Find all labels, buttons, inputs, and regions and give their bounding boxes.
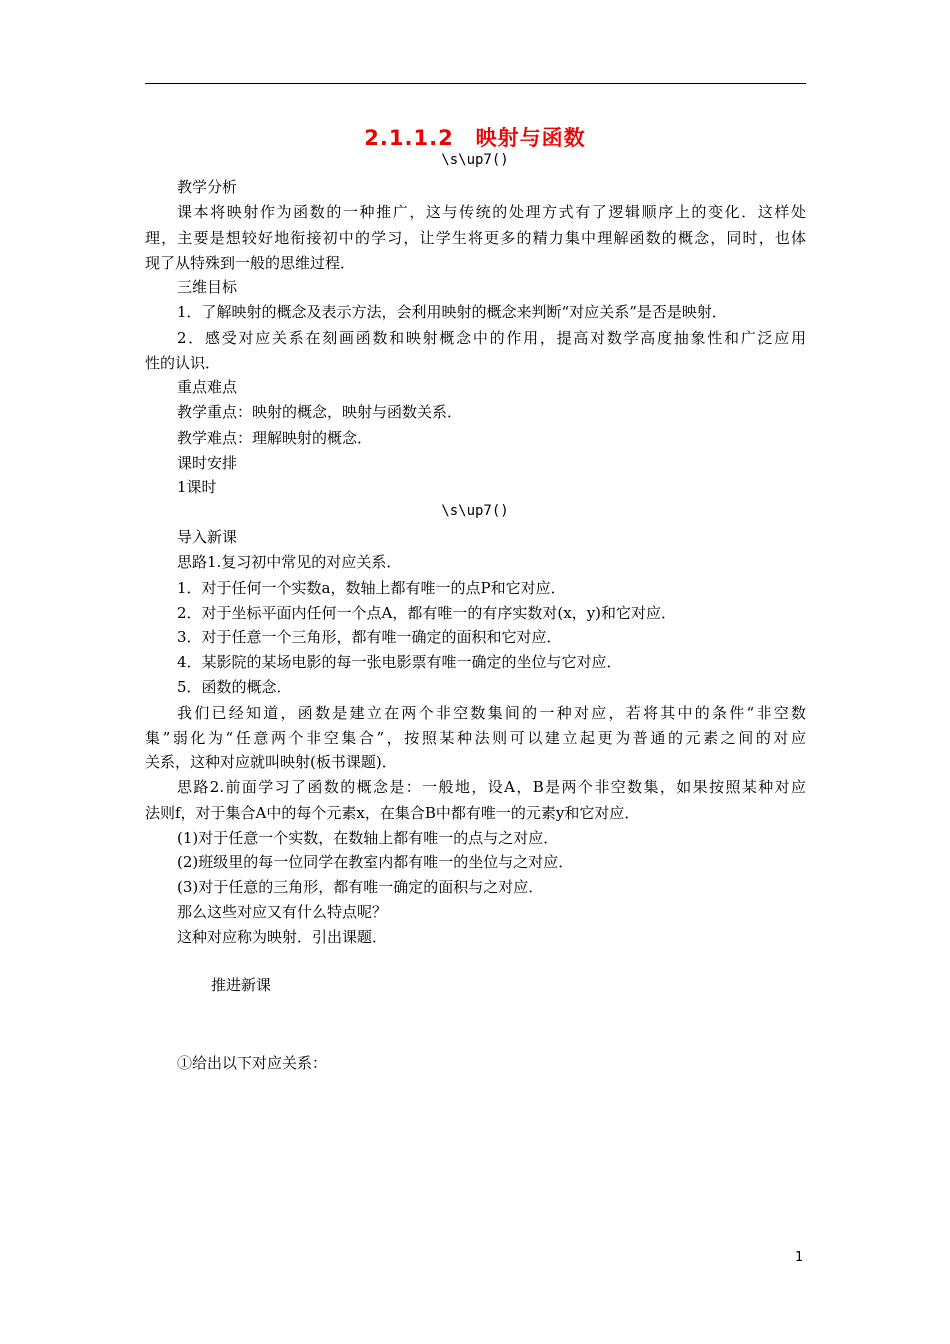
analysis-paragraph-line: 理，主要是想较好地衔接初中的学习，让学生将更多的精力集中理解函数的概念，同时，也体 bbox=[145, 229, 806, 247]
list-item: 4．某影院的某场电影的每一张电影票有唯一确定的坐位与它对应． bbox=[177, 653, 622, 671]
conclusion-line: 这种对应称为映射．引出课题． bbox=[177, 928, 388, 946]
idea-line: 法则f，对于集合A中的每个元素x，在集合B中都有唯一的元素y和它对应． bbox=[145, 804, 640, 822]
code-marker: \s\up7() bbox=[441, 152, 509, 168]
list-item: 1．对于任何一个实数a，数轴上都有唯一的点P和它对应． bbox=[177, 579, 566, 597]
goal-item: 2．感受对应关系在刻画函数和映射概念中的作用，提高对数学高度抽象性和广泛应用 bbox=[177, 329, 806, 347]
paragraph-line: 关系，这种对应就叫映射(板书课题)． bbox=[145, 753, 397, 771]
analysis-paragraph-line: 现了从特殊到一般的思维过程． bbox=[145, 254, 356, 272]
page-number: 1 bbox=[795, 1250, 804, 1265]
intro-heading: 导入新课 bbox=[177, 528, 238, 546]
code-marker: \s\up7() bbox=[441, 503, 509, 519]
goal-item-continued: 性的认识． bbox=[145, 354, 221, 372]
key-difficulty: 教学难点：理解映射的概念． bbox=[177, 429, 373, 447]
document-title: 2.1.1.2 映射与函数 bbox=[364, 126, 586, 150]
schedule-heading: 课时安排 bbox=[177, 454, 238, 472]
given-line: ①给出以下对应关系： bbox=[177, 1054, 328, 1072]
analysis-heading: 教学分析 bbox=[177, 178, 238, 196]
schedule-value: 1课时 bbox=[177, 478, 217, 496]
sub-item: (3)对于任意的三角形，都有唯一确定的面积与之对应． bbox=[177, 878, 544, 896]
list-item: 5．函数的概念． bbox=[177, 678, 292, 696]
sub-item: (1)对于任意一个实数，在数轴上都有唯一的点与之对应． bbox=[177, 829, 559, 847]
key-focus: 教学重点：映射的概念，映射与函数关系． bbox=[177, 403, 463, 421]
key-heading: 重点难点 bbox=[177, 378, 238, 396]
header-rule bbox=[145, 83, 806, 84]
goal-item: 1．了解映射的概念及表示方法，会利用映射的概念来判断“对应关系”是否是映射． bbox=[177, 303, 727, 321]
question-line: 那么这些对应又有什么特点呢？ bbox=[177, 903, 388, 921]
analysis-paragraph-line: 课本将映射作为函数的一种推广，这与传统的处理方式有了逻辑顺序上的变化．这样处 bbox=[177, 203, 806, 221]
advance-heading: 推进新课 bbox=[211, 976, 272, 994]
goals-heading: 三维目标 bbox=[177, 278, 238, 296]
idea-line: 思路2.前面学习了函数的概念是：一般地，设A，B是两个非空数集，如果按照某种对应 bbox=[177, 778, 806, 796]
idea-line: 思路1.复习初中常见的对应关系． bbox=[177, 553, 402, 571]
list-item: 2．对于坐标平面内任何一个点A，都有唯一的有序实数对(x，y)和它对应． bbox=[177, 604, 677, 622]
paragraph-line: 集”弱化为“任意两个非空集合”，按照某种法则可以建立起更为普通的元素之间的对应 bbox=[145, 729, 806, 747]
sub-item: (2)班级里的每一位同学在教室内都有唯一的坐位与之对应． bbox=[177, 853, 574, 871]
paragraph-line: 我们已经知道，函数是建立在两个非空数集间的一种对应，若将其中的条件“非空数 bbox=[177, 704, 806, 722]
list-item: 3．对于任意一个三角形，都有唯一确定的面积和它对应． bbox=[177, 628, 562, 646]
